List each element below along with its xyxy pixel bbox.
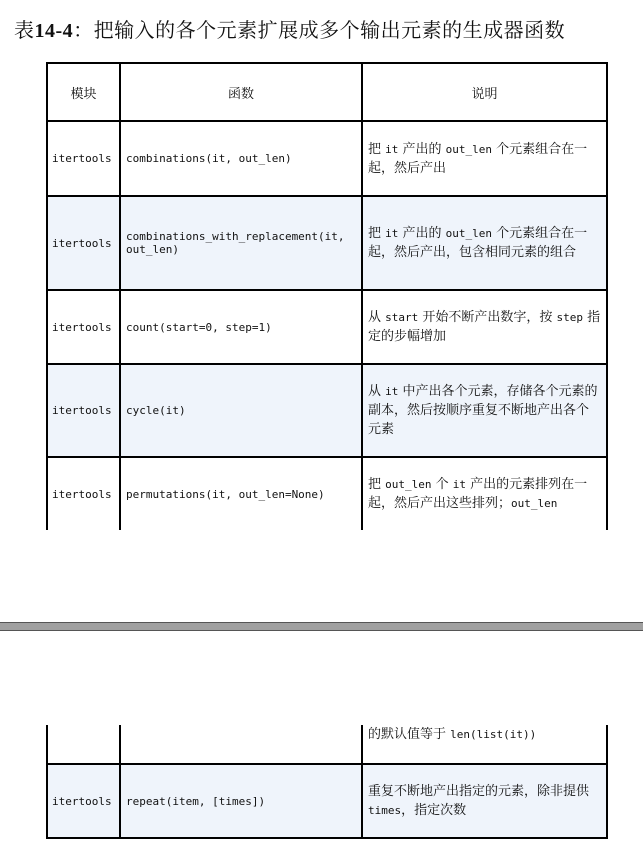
code-fragment: len(list(it)) — [450, 728, 537, 741]
description-cell — [362, 364, 607, 457]
table-row — [47, 364, 607, 457]
code-fragment: out_len — [385, 478, 432, 491]
table-row — [47, 121, 607, 196]
table-row — [47, 457, 607, 530]
code-fragment: out_len — [445, 142, 493, 156]
code-fragment: step — [556, 311, 584, 324]
header-module: 模块 — [47, 63, 120, 121]
text-fragment: 重复不断地产出指定的元素，除非提供 — [368, 784, 590, 799]
description-cell — [362, 725, 607, 764]
header-description: 说明 — [362, 63, 607, 121]
caption-colon: ： — [73, 18, 94, 42]
generator-functions-table-continued — [46, 725, 608, 839]
caption-prefix: 表 — [14, 18, 35, 42]
table-row — [47, 290, 607, 364]
function-cell: cycle(it) — [120, 364, 362, 457]
table-row-continuation — [47, 725, 607, 764]
text-fragment: 个元素组合在一起，然后产出 — [368, 141, 588, 176]
text-fragment: 个元素组合在一起，然后产出，包含相同元素的组合 — [368, 226, 588, 260]
description-cell — [362, 121, 607, 196]
function-cell: permutations(it, out_len=None) — [120, 457, 362, 530]
code-fragment: out_len — [511, 497, 558, 510]
header-row — [47, 63, 607, 121]
code-fragment: start — [385, 311, 419, 324]
function-cell: combinations(it, out_len) — [120, 121, 362, 196]
module-cell: itertools — [47, 196, 120, 290]
code-fragment: it — [385, 227, 399, 240]
code-fragment: out_len — [445, 227, 493, 240]
table-row — [47, 196, 607, 290]
table-row — [47, 764, 607, 838]
function-cell: combinations_with_replacement(it, out_len) — [120, 196, 362, 290]
text-fragment: 个 — [431, 477, 453, 492]
code-fragment: it — [452, 478, 467, 491]
description-cell — [362, 196, 607, 290]
text-fragment: ，指定次数 — [401, 803, 467, 818]
text-fragment: 产出的元素排列在一起，然后产出这些排列； — [368, 477, 588, 511]
header-function: 函数 — [120, 63, 362, 121]
caption-number: 14-4 — [34, 20, 74, 42]
empty-cell — [47, 725, 120, 764]
code-fragment: it — [385, 142, 399, 156]
text-fragment: 中产出各个元素，存储各个元素的副本，然后按顺序重复不断地产出各个元素 — [368, 384, 598, 437]
text-fragment: 产出的 — [398, 226, 446, 241]
text-fragment: 产出的 — [398, 141, 446, 157]
code-fragment: times — [368, 804, 402, 817]
table-caption — [14, 14, 565, 43]
text-fragment: 从 — [368, 384, 386, 399]
text-fragment: 指定的步幅增加 — [368, 310, 601, 344]
generator-functions-table — [46, 62, 608, 530]
function-cell: repeat(item, [times]) — [120, 764, 362, 838]
text-fragment: 的默认值等于 — [368, 727, 451, 742]
module-cell: itertools — [47, 121, 120, 196]
caption-text: 把输入的各个元素扩展成多个输出元素的生成器函数 — [93, 18, 566, 42]
module-cell: itertools — [47, 764, 120, 838]
text-fragment: 把 — [368, 477, 386, 492]
code-fragment: it — [385, 385, 399, 398]
page-break-divider — [0, 622, 643, 631]
text-fragment: 开始不断产出数字，按 — [418, 310, 557, 325]
description-cell — [362, 290, 607, 364]
text-fragment: 把 — [368, 141, 386, 157]
text-fragment: 把 — [368, 226, 386, 241]
empty-cell — [120, 725, 362, 764]
module-cell: itertools — [47, 290, 120, 364]
text-fragment: 从 — [368, 310, 386, 325]
module-cell: itertools — [47, 457, 120, 530]
module-cell: itertools — [47, 364, 120, 457]
description-cell — [362, 457, 607, 530]
function-cell: count(start=0, step=1) — [120, 290, 362, 364]
description-cell — [362, 764, 607, 838]
